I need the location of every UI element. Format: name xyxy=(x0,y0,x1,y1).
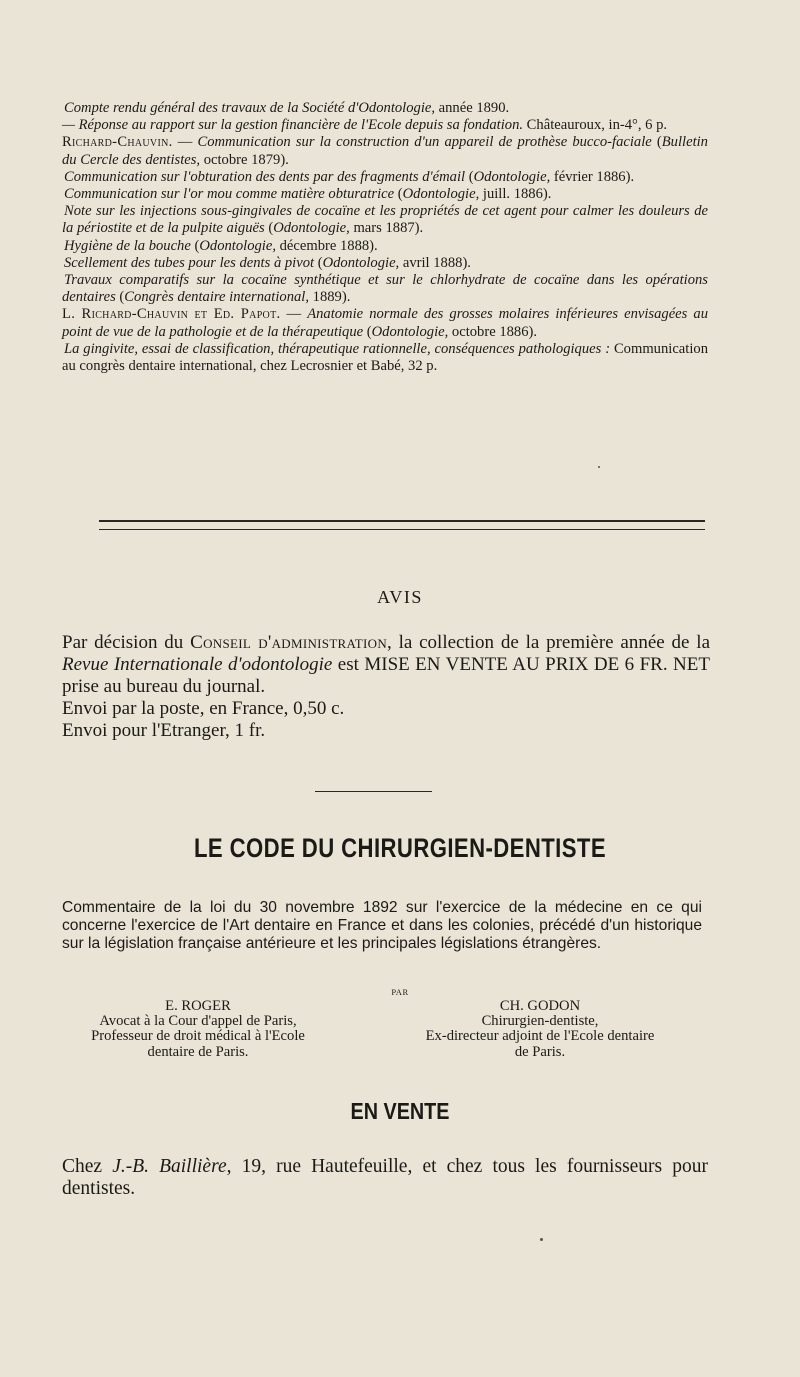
entry-dash: — xyxy=(280,306,308,323)
avis-journal-title: Revue Internationale d'odontologie xyxy=(62,654,333,675)
avis-council: Conseil d'administration xyxy=(190,632,388,653)
entry-title: Compte rendu général des travaux de la Société d'Odontologie, xyxy=(64,100,435,116)
entry-journal: Odontologie, xyxy=(371,323,449,340)
bibliography-entry xyxy=(62,117,708,134)
author-title-line: de Paris. xyxy=(514,1043,566,1060)
entry-journal: Congrès dentaire international, xyxy=(124,289,310,306)
publisher-text: Chez xyxy=(62,1156,113,1177)
entry-title: Communication sur l'or mou comme matière obturatrice xyxy=(64,186,395,203)
author-name: CH. GODON xyxy=(499,998,581,1014)
publisher-name: J.-B. Baillière xyxy=(112,1156,227,1177)
entry-title: — Réponse au rapport sur la gestion financière de l'Ecole depuis sa fondation. xyxy=(62,117,524,134)
entry-paren: ( xyxy=(115,289,125,306)
bibliography-entry xyxy=(62,203,708,237)
entry-title: Scellement des tubes pour les dents à pivot xyxy=(64,254,315,271)
short-divider xyxy=(315,791,432,792)
entry-title: Hygiène de la bouche xyxy=(64,237,191,254)
bibliography-entry xyxy=(62,341,708,375)
entry-journal: Odontologie, xyxy=(199,237,276,254)
entry-paren: ( xyxy=(264,220,274,237)
entry-paren: ( xyxy=(465,168,474,185)
avis-heading: AVIS xyxy=(377,587,423,607)
book-description-text: Commentaire de la loi du 30 novembre 1892 sur l'exercice de la médecine en ce qui concerne l'exercice de l'Art dentaire en France et dans les colonies, précédé d'un historique sur la législation française antérieure et les principales législations étrangères. xyxy=(62,899,702,952)
bibliography-entry xyxy=(62,186,708,203)
entry-paren: ( xyxy=(651,134,662,151)
entry-journal: Odontologie, xyxy=(402,186,480,203)
author-title-line: dentaire de Paris. xyxy=(147,1043,249,1060)
entry-author: L. Richard-Chauvin et Ed. Papot. xyxy=(62,306,281,323)
author-title-line: Ex-directeur adjoint de l'Ecole dentaire xyxy=(425,1028,655,1045)
entry-title: Travaux comparatifs sur la cocaïne synthétique et sur le chlorhydrate de cocaïne dans les opérations dentaires xyxy=(62,272,708,306)
bibliography-list xyxy=(62,100,708,375)
entry-paren: ( xyxy=(190,237,200,254)
entry-title: Anatomie normale des grosses molaires inférieures envisagées au point de vue de la pathologie et de la thérapeutique xyxy=(62,306,708,340)
by-label: PAR xyxy=(391,987,409,997)
entry-details: Communication au congrès dentaire international, chez Lecrosnier et Babé, 32 p. xyxy=(62,340,708,375)
entry-title: Note sur les injections sous-gingivales de cocaïne et les propriétés de cet agent pour calmer les douleurs de la périostite et de la pulpite aiguës xyxy=(62,203,708,237)
author-title-line: Avocat à la Cour d'appel de Paris, xyxy=(99,1013,297,1030)
avis-postage-abroad: Envoi pour l'Etranger, 1 fr. xyxy=(62,720,266,741)
on-sale-heading: EN VENTE xyxy=(350,1098,450,1124)
entry-paren: ( xyxy=(363,323,372,340)
entry-details: mars 1887). xyxy=(349,220,424,237)
avis-paragraph xyxy=(62,632,710,698)
entry-dash: — xyxy=(172,134,198,151)
author-name: E. ROGER xyxy=(165,998,231,1014)
avis-notice xyxy=(62,632,710,742)
bibliography-entry xyxy=(62,134,708,168)
author-title-line: Chirurgien-dentiste, xyxy=(481,1013,599,1030)
avis-text: , la collection de la première année de la xyxy=(387,632,710,653)
entry-details: octobre 1886). xyxy=(448,323,538,340)
author-godon xyxy=(375,999,705,1060)
avis-text: est MISE EN VENTE AU PRIX DE 6 FR. NET prise au bureau du journal. xyxy=(62,654,710,697)
entry-details: juill. 1886). xyxy=(479,186,552,203)
avis-text: Par décision du xyxy=(62,632,191,653)
author-roger xyxy=(38,999,358,1060)
entry-details: octobre 1879). xyxy=(200,151,289,168)
publisher-text: , 19, rue Hautefeuille, et chez tous les fournisseurs pour dentistes. xyxy=(62,1156,708,1199)
paper-speck xyxy=(540,1238,543,1241)
entry-journal: Bulletin du Cercle des dentistes, xyxy=(62,134,708,168)
section-divider xyxy=(99,520,705,530)
bibliography-entry xyxy=(62,306,708,340)
book-title: LE CODE DU CHIRURGIEN-DENTISTE xyxy=(193,833,607,863)
entry-details: Châteauroux, in-4°, 6 p. xyxy=(523,117,668,134)
bibliography-entry xyxy=(62,272,708,306)
author-title-line: Professeur de droit médical à l'Ecole xyxy=(91,1028,305,1045)
entry-title: Communication sur l'obturation des dents par des fragments d'émail xyxy=(64,168,466,185)
paper-speck xyxy=(598,466,600,468)
entry-details: décembre 1888). xyxy=(275,237,378,254)
entry-details: avril 1888). xyxy=(399,254,471,271)
entry-title: La gingivite, essai de classification, thérapeutique rationnelle, conséquences pathologiques : xyxy=(64,340,611,357)
bibliography-entry xyxy=(62,255,708,272)
entry-title: Communication sur la construction d'un appareil de prothèse bucco-faciale xyxy=(197,134,652,151)
book-description xyxy=(62,899,702,952)
entry-journal: Odontologie, xyxy=(273,220,350,237)
entry-details: février 1886). xyxy=(550,168,635,185)
entry-journal: Odontologie, xyxy=(322,254,400,271)
entry-author: Richard-Chauvin. xyxy=(62,134,173,151)
bibliography-entry xyxy=(62,238,708,255)
avis-postage-france: Envoi par la poste, en France, 0,50 c. xyxy=(62,698,345,719)
publisher-paragraph xyxy=(62,1156,708,1200)
entry-journal: Odontologie, xyxy=(473,168,551,185)
entry-paren: ( xyxy=(394,186,403,203)
bibliography-entry xyxy=(62,100,708,117)
entry-details: année 1890. xyxy=(435,100,510,116)
publisher-line xyxy=(62,1156,708,1200)
entry-paren: ( xyxy=(314,254,323,271)
bibliography-entry xyxy=(62,169,708,186)
entry-details: 1889). xyxy=(309,289,351,306)
